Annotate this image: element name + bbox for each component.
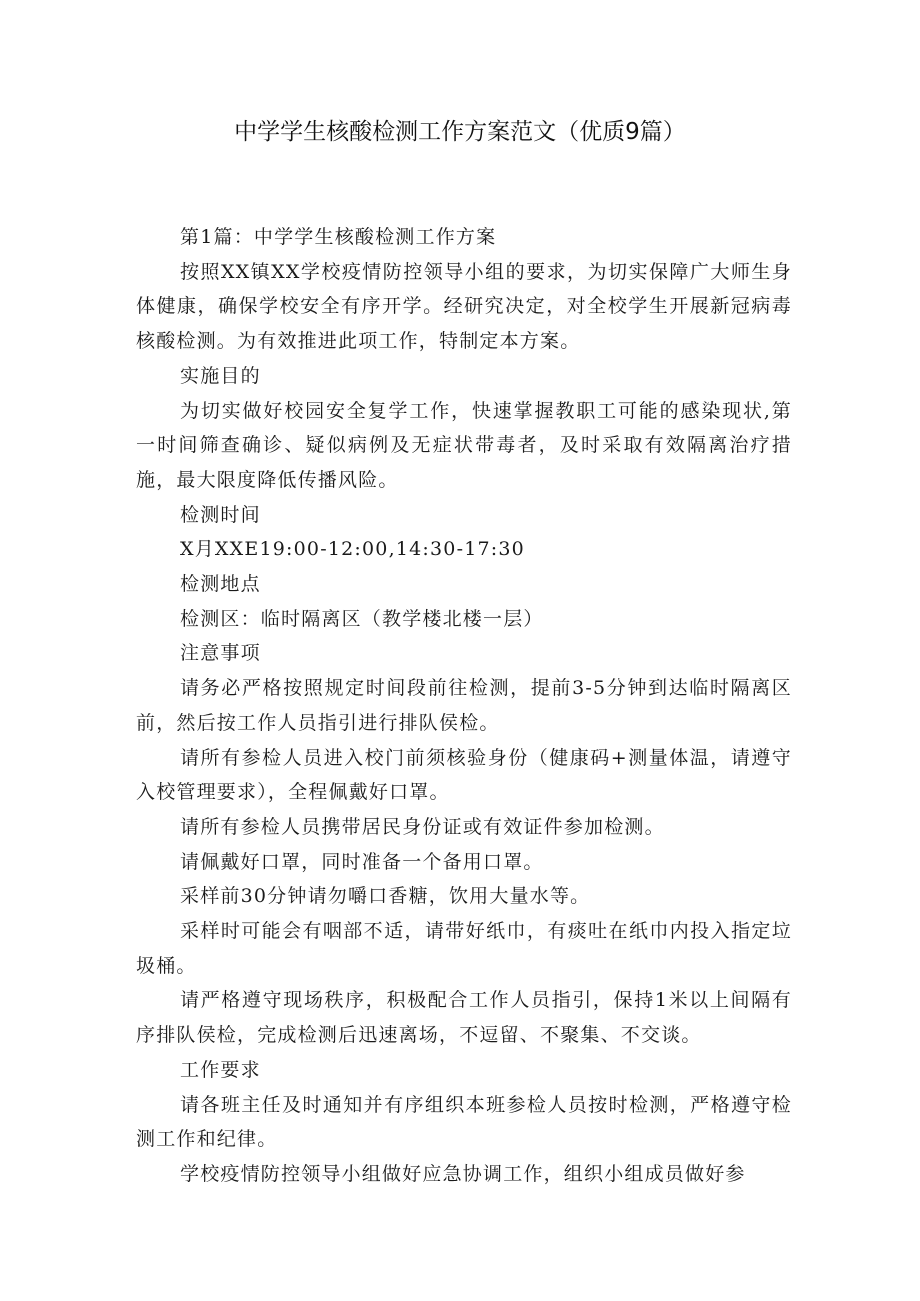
paragraph: 按照XX镇XX学校疫情防控领导小组的要求，为切实保障广大师生身体健康，确保学校安全有序开学。经研究决定，对全校学生开展新冠病毒核酸检测。为有效推进此项工作，特制定本方案。 xyxy=(136,260,792,353)
paragraph-section-heading: 第1篇：中学学生核酸检测工作方案 xyxy=(180,226,497,248)
paragraph: 采样时可能会有咽部不适，请带好纸巾，有痰吐在纸巾内投入指定垃圾桶。 xyxy=(136,920,792,977)
paragraph: 请所有参检人员携带居民身份证或有效证件参加检测。 xyxy=(180,815,665,838)
paragraph-heading-location: 检测地点 xyxy=(180,573,261,596)
paragraph: 为切实做好校园安全复学工作，快速掌握教职工可能的感染现状,第一时间筛查确诊、疑似病例及无症状带毒者，及时采取有效隔离治疗措施，最大限度降低传播风险。 xyxy=(136,399,792,491)
paragraph: 请严格遵守现场秩序，积极配合工作人员指引，保持1米以上间隔有序排队侯检，完成检测后迅速离场，不逗留、不聚集、不交谈。 xyxy=(136,989,792,1047)
document-body xyxy=(136,220,792,1192)
document-title: 中学学生核酸检测工作方案范文（优质9篇） xyxy=(234,119,686,145)
paragraph: 请各班主任及时通知并有序组织本班参检人员按时检测，严格遵守检测工作和纪律。 xyxy=(136,1093,792,1151)
paragraph-heading-notes: 注意事项 xyxy=(180,642,261,665)
paragraph-location-value: 检测区：临时隔离区（教学楼北楼一层） xyxy=(180,607,544,630)
paragraph: 学校疫情防控领导小组做好应急协调工作，组织小组成员做好参 xyxy=(180,1162,746,1185)
paragraph-heading-purpose: 实施目的 xyxy=(180,364,261,387)
paragraph: 请务必严格按照规定时间段前往检测，提前3-5分钟到达临时隔离区前，然后按工作人员指引进行排队侯检。 xyxy=(136,677,792,734)
paragraph-time-value: X月XXE19:00-12:00,14:30-17:30 xyxy=(180,538,525,561)
paragraph: 采样前30分钟请勿嚼口香糖，饮用大量水等。 xyxy=(180,885,591,908)
paragraph: 请所有参检人员进入校门前须核验身份（健康码+测量体温，请遵守入校管理要求），全程佩戴好口罩。 xyxy=(136,746,792,804)
paragraph-heading-time: 检测时间 xyxy=(180,503,261,526)
paragraph-heading-requirements: 工作要求 xyxy=(180,1058,261,1081)
paragraph: 请佩戴好口罩，同时准备一个备用口罩。 xyxy=(180,850,544,873)
